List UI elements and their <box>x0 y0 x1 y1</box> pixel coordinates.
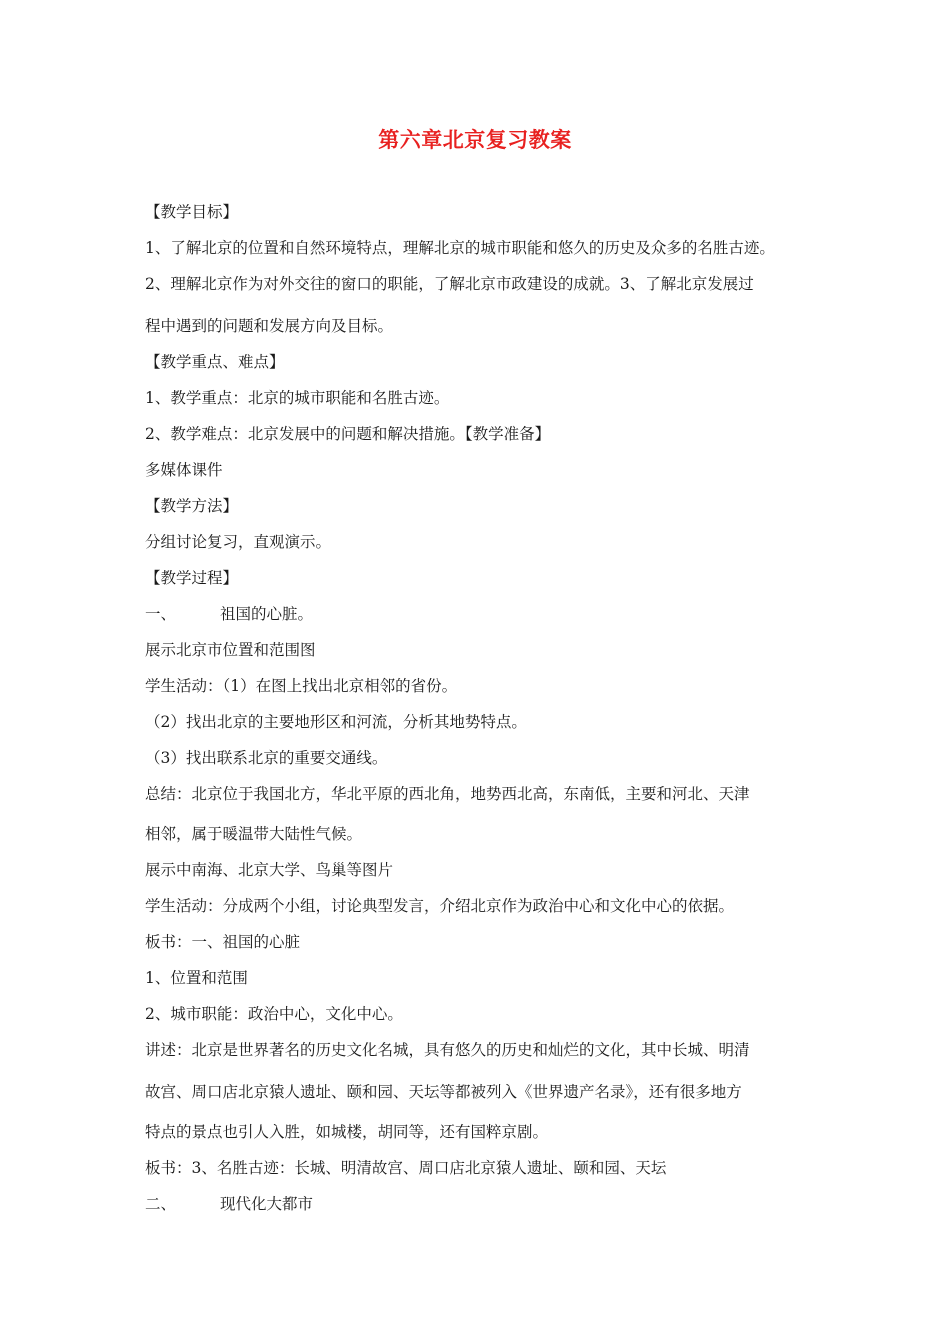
text-line: 板书：一、祖国的心脏 <box>145 933 301 951</box>
numbered-heading <box>145 604 825 624</box>
section-heading: 现代化大都市 <box>220 1195 314 1213</box>
text-line: 多媒体课件 <box>145 461 223 479</box>
text-line: 1、了解北京的位置和自然环境特点，理解北京的城市职能和悠久的历史及众多的名胜古迹。 <box>145 239 775 257</box>
text-line: 【教学目标】 <box>145 203 239 221</box>
text-line: 故宫、周口店北京猿人遗址、颐和园、天坛等都被列入《世界遗产名录》，还有很多地方 <box>145 1083 742 1101</box>
section-marker: 一、 <box>145 605 177 623</box>
section-marker: 二、 <box>145 1195 177 1213</box>
text-line: 相邻，属于暖温带大陆性气候。 <box>145 825 363 843</box>
text-line: （2）找出北京的主要地形区和河流，分析其地势特点。 <box>145 713 527 731</box>
text-line: 【教学重点、难点】 <box>145 353 285 371</box>
text-line: 【教学过程】 <box>145 569 239 587</box>
section-heading: 祖国的心脏。 <box>220 605 314 623</box>
text-line: 特点的景点也引人入胜，如城楼，胡同等，还有国粹京剧。 <box>145 1123 549 1141</box>
text-line: 展示中南海、北京大学、鸟巢等图片 <box>145 861 394 879</box>
text-line: 程中遇到的问题和发展方向及目标。 <box>145 317 394 335</box>
text-line: 1、位置和范围 <box>145 969 248 987</box>
text-line: 讲述：北京是世界著名的历史文化名城，具有悠久的历史和灿烂的文化，其中长城、明清 <box>145 1041 750 1059</box>
text-line: 2、理解北京作为对外交往的窗口的职能，了解北京市政建设的成就。3、了解北京发展过 <box>145 275 754 293</box>
numbered-heading <box>145 1194 825 1214</box>
text-line: 总结：北京位于我国北方，华北平原的西北角，地势西北高，东南低，主要和河北、天津 <box>145 785 750 803</box>
text-line: 【教学方法】 <box>145 497 239 515</box>
text-line: 学生活动：（1）在图上找出北京相邻的省份。 <box>145 677 458 695</box>
text-line: 1、教学重点：北京的城市职能和名胜古迹。 <box>145 389 450 407</box>
text-line: 学生活动：分成两个小组，讨论典型发言，介绍北京作为政治中心和文化中心的依据。 <box>145 897 735 915</box>
text-line: 2、教学难点：北京发展中的问题和解决措施。【教学准备】 <box>145 425 551 443</box>
text-line: （3）找出联系北京的重要交通线。 <box>145 749 388 767</box>
text-line: 分组讨论复习，直观演示。 <box>145 533 332 551</box>
text-line: 2、城市职能：政治中心，文化中心。 <box>145 1005 403 1023</box>
text-line: 展示北京市位置和范围图 <box>145 641 316 659</box>
text-line: 板书：3、名胜古迹：长城、明清故宫、周口店北京猿人遗址、颐和园、天坛 <box>145 1159 667 1177</box>
page-title: 第六章北京复习教案 <box>378 128 572 152</box>
